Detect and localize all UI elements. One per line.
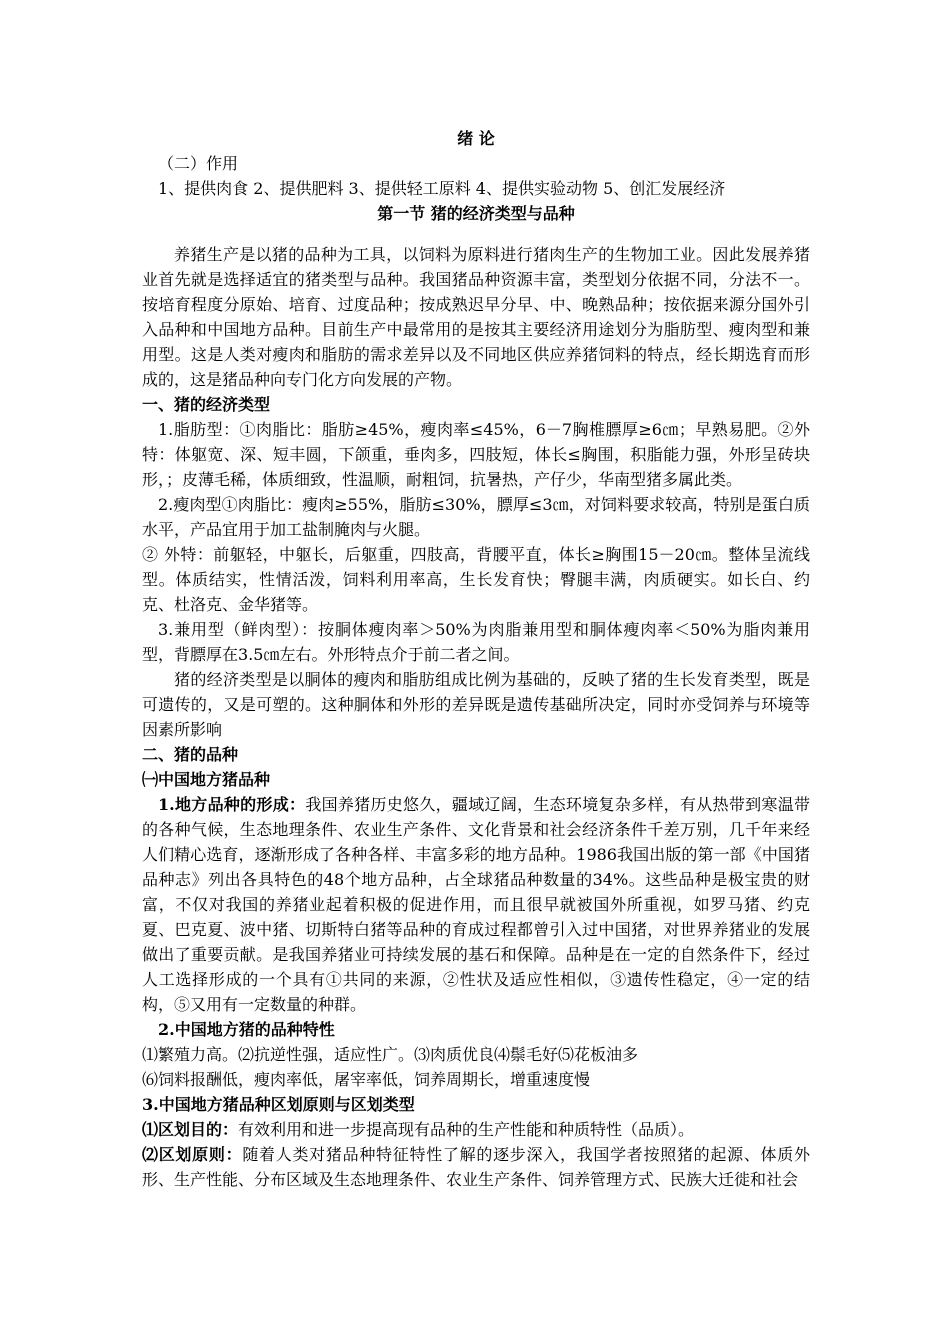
formation-text: 我国养猪历史悠久，疆域辽阔，生态环境复杂多样，有从热带到寒温带的各种气候，生态地理条件、农业生产条件、文化背景和社会经济条件千差万别，几千年来经人们精心选育，逐渐形成了各种各样、丰富多彩的地方品种。1986我国出版的第一部《中国猪品种志》列出各具特色的48个地方品种，占全球猪品种数量的34%。这些品种是极宝贵的财富，不仅对我国的养猪业起着积极的促进作用，而且很早就被国外所重视，如罗马猪、约克夏、巴克夏、波中猪、切斯特白猪等品种的育成过程都曾引入过中国猪，对世界养猪业的发展做出了重要贡献。是我国养猪业可持续发展的基石和保障。品种是在一定的自然条件下，经过人工选择形成的一个具有①共同的来源，②性状及适应性相似，③遗传性稳定，④一定的结构，⑤又用有一定数量的种群。 bbox=[142, 795, 810, 1014]
principle-paragraph bbox=[142, 1142, 810, 1192]
purpose-paragraph bbox=[142, 1117, 810, 1142]
lean-type-paragraph: 2.瘦肉型①肉脂比：瘦肉≥55%，脂肪≤30%，膘厚≤3㎝，对饲料要求较高，特别是蛋白质水平，产品宜用于加工盐制腌肉与火腿。 bbox=[142, 495, 810, 539]
type-summary-paragraph: 猪的经济类型是以胴体的瘦肉和脂肪组成比例为基础的，反映了猪的生长发育类型，既是可遗传的，又是可塑的。这种胴体和外形的差异既是遗传基础所决定，同时亦受饲养与环境等因素所影响 bbox=[142, 670, 810, 739]
dual-type-paragraph: 3.兼用型（鲜肉型）：按胴体瘦肉率＞50%为肉脂兼用型和胴体瘦肉率＜50%为脂肉兼用型，背膘厚在3.5㎝左右。外形特点介于前二者之间。 bbox=[142, 620, 810, 664]
section-title: 第一节 猪的经济类型与品种 bbox=[377, 204, 575, 223]
zoning-title: 3.中国地方猪品种区划原则与区划类型 bbox=[142, 1095, 415, 1114]
formation-lead: 1.地方品种的形成： bbox=[158, 795, 306, 814]
lean-features-paragraph: ② 外特：前躯轻，中躯长，后躯重，四肢高，背腰平直，体长≥胸围15－20㎝。整体呈流线型。体质结实，性情活泼，饲料利用率高，生长发育快；臀腿丰满，肉质硬实。如长白、约克、杜洛克、金华猪等。 bbox=[142, 545, 810, 614]
fat-type-paragraph: 1.脂肪型：①肉脂比：脂肪≥45%，瘦肉率≤45%，6－7胸椎膘厚≥6㎝；早熟易肥。②外特：体躯宽、深、短丰圆，下颌重，垂肉多，四肢短，体长≤胸围，积脂能力强，外形呈砖块形，；皮薄毛稀，体质细致，性温顺，耐粗饲，抗暑热，产仔少，华南型猪多属此类。 bbox=[142, 420, 810, 489]
principle-lead: ⑵区划原则： bbox=[142, 1145, 243, 1164]
document-body bbox=[142, 122, 810, 1192]
role-items: 1、提供肉食 2、提供肥料 3、提供轻工原料 4、提供实验动物 5、创汇发展经济 bbox=[158, 179, 726, 198]
intro-paragraph: 养猪生产是以猪的品种为工具，以饲料为原料进行猪肉生产的生物加工业。因此发展养猪业首先就是选择适宜的猪类型与品种。我国猪品种资源丰富，类型划分依据不同，分法不一。按培育程度分原始、培育、过度品种；按成熟迟早分早、中、晚熟品种；按依据来源分国外引入品种和中国地方品种。目前生产中最常用的是按其主要经济用途划分为脂肪型、瘦肉型和兼用型。这是人类对瘦肉和脂肪的需求差异以及不同地区供应养猪饲料的特点，经长期选育而形成的，这是猪品种向专门化方向发展的产物。 bbox=[142, 245, 810, 389]
principle-text: 随着人类对猪品种特征特性了解的逐步深入，我国学者按照猪的起源、体质外形、生产性能、分布区域及生态地理条件、农业生产条件、饲养管理方式、民族大迁徙和社会 bbox=[142, 1145, 810, 1189]
heading-chinese-local-breeds: ㈠中国地方猪品种 bbox=[142, 770, 271, 789]
traits-title: 2.中国地方猪的品种特性 bbox=[158, 1020, 335, 1039]
chapter-heading: 绪 论 bbox=[457, 129, 495, 148]
traits-line-2: ⑹饲料报酬低，瘦肉率低，屠宰率低，饲养周期长，增重速度慢 bbox=[142, 1070, 591, 1089]
heading-economic-types: 一、猪的经济类型 bbox=[142, 395, 271, 414]
purpose-text: 有效利用和进一步提高现有品种的生产性能和种质特性（品质）。 bbox=[238, 1120, 695, 1139]
traits-line-1: ⑴繁殖力高。⑵抗逆性强，适应性广。⑶肉质优良⑷鬃毛好⑸花板油多 bbox=[142, 1045, 639, 1064]
formation-paragraph bbox=[142, 792, 810, 1017]
role-label: （二）作用 bbox=[158, 154, 239, 173]
purpose-lead: ⑴区划目的： bbox=[142, 1120, 239, 1139]
heading-breeds: 二、猪的品种 bbox=[142, 745, 239, 764]
